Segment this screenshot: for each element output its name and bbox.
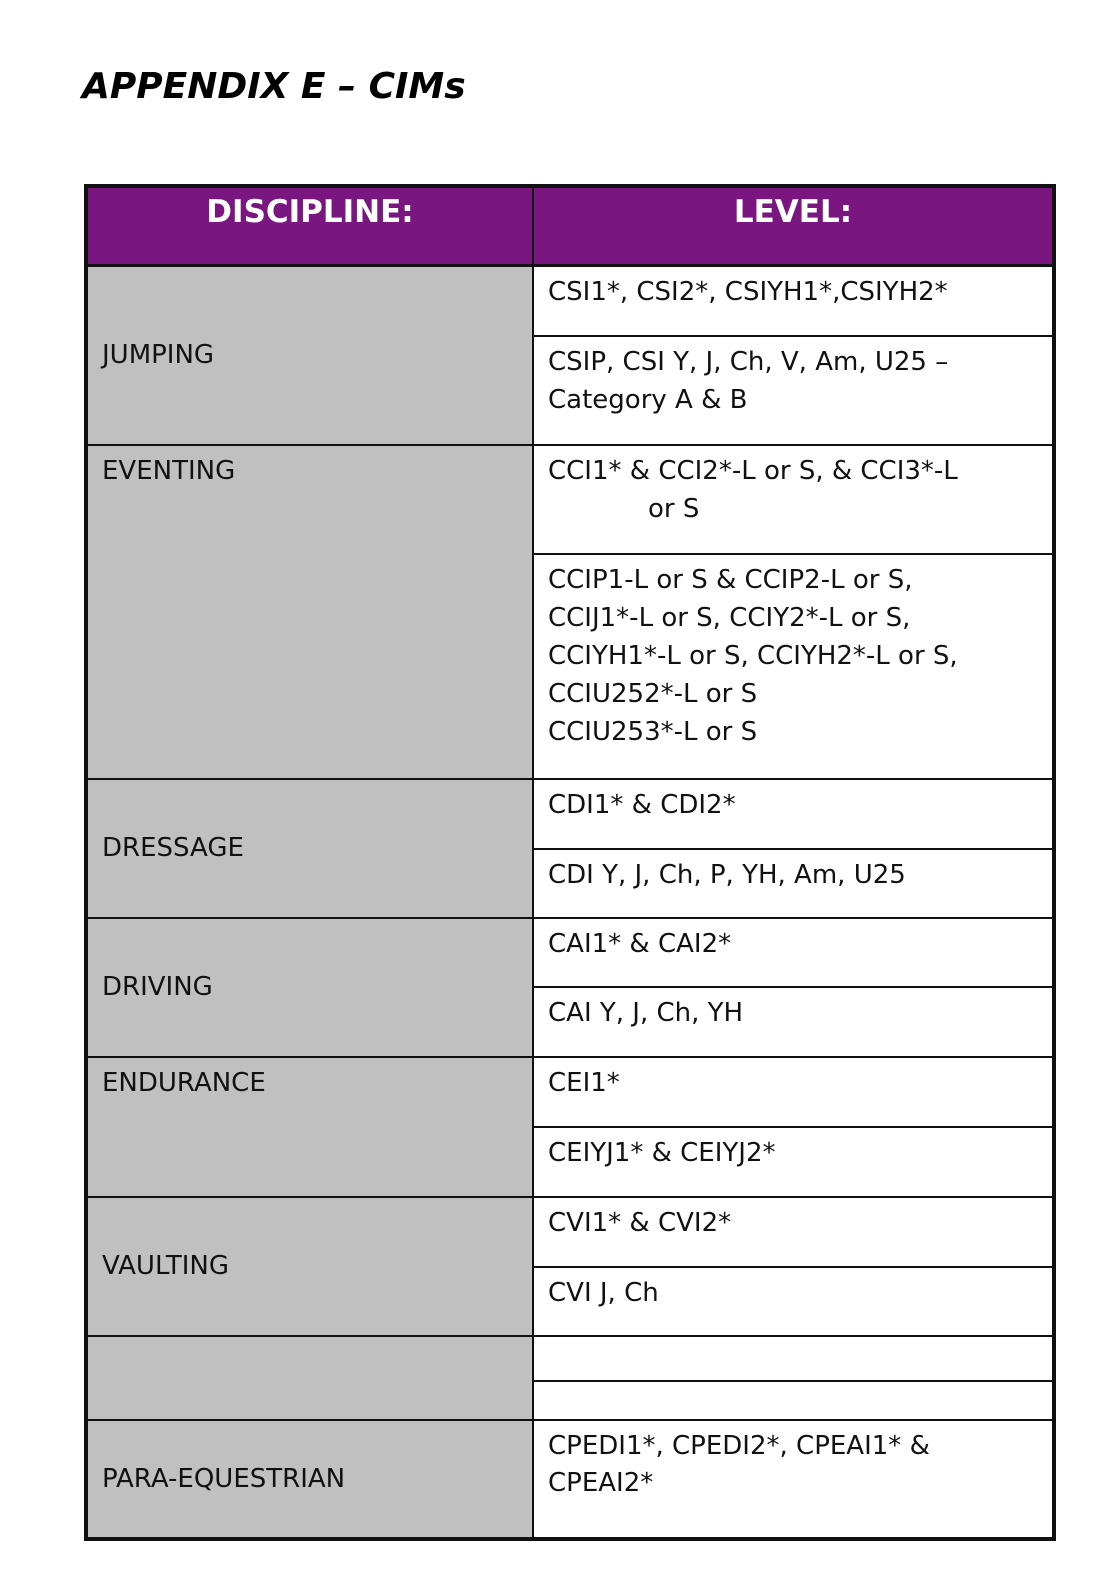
table-row xyxy=(87,1197,1053,1267)
level-column-header: LEVEL: xyxy=(533,187,1053,266)
discipline-name: PARA-EQUESTRIAN xyxy=(102,1463,346,1494)
table-row xyxy=(87,779,1053,849)
discipline-name: DRIVING xyxy=(102,972,213,1002)
level-text: CCI1* & CCI2*-L or S, & CCI3*-L xyxy=(548,455,958,486)
cim-table xyxy=(86,186,1054,1539)
level-text: CCIU253*-L or S xyxy=(548,716,758,747)
table-row xyxy=(87,1057,1053,1127)
level-cell-empty xyxy=(533,1336,1053,1381)
level-cell xyxy=(533,336,1053,445)
level-cell xyxy=(533,554,1053,779)
level-cell xyxy=(533,1057,1053,1127)
level-text: CAI1* & CAI2* xyxy=(548,928,732,959)
level-text: CCIYH1*-L or S, CCIYH2*-L or S, xyxy=(548,640,958,671)
level-cell xyxy=(533,918,1053,987)
discipline-cell-driving xyxy=(87,918,533,1057)
discipline-name: EVENTING xyxy=(102,455,236,486)
level-cell xyxy=(533,266,1053,336)
discipline-column-header: DISCIPLINE: xyxy=(87,187,533,266)
level-text: CVI1* & CVI2* xyxy=(548,1207,732,1238)
level-cell-empty xyxy=(533,1381,1053,1420)
cim-table-frame xyxy=(84,184,1056,1541)
table-row xyxy=(87,918,1053,987)
level-text: CDI1* & CDI2* xyxy=(548,789,736,820)
level-text: CVI J, Ch xyxy=(548,1277,659,1308)
discipline-name: DRESSAGE xyxy=(102,833,244,863)
level-cell xyxy=(533,445,1053,554)
level-cell xyxy=(533,849,1053,918)
level-text: CPEDI1*, CPEDI2*, CPEAI1* & xyxy=(548,1430,930,1461)
level-text: or S xyxy=(648,493,700,524)
level-cell xyxy=(533,1127,1053,1197)
discipline-cell-endurance xyxy=(87,1057,533,1197)
level-cell xyxy=(533,1267,1053,1336)
level-text: CAI Y, J, Ch, YH xyxy=(548,997,744,1028)
level-text: Category A & B xyxy=(548,384,748,415)
page-title: APPENDIX E – CIMs xyxy=(82,66,466,107)
discipline-cell-vaulting xyxy=(87,1197,533,1336)
level-cell xyxy=(533,987,1053,1057)
level-text: CCIJ1*-L or S, CCIY2*-L or S, xyxy=(548,602,911,633)
level-text: CEIYJ1* & CEIYJ2* xyxy=(548,1137,776,1168)
discipline-cell-empty xyxy=(87,1336,533,1420)
discipline-name: ENDURANCE xyxy=(102,1067,266,1098)
level-cell xyxy=(533,779,1053,849)
level-text: CPEAI2* xyxy=(548,1467,654,1498)
level-cell xyxy=(533,1197,1053,1267)
level-text: CCIP1-L or S & CCIP2-L or S, xyxy=(548,564,913,595)
level-text: CEI1* xyxy=(548,1067,620,1098)
discipline-cell-para-equestrian xyxy=(87,1420,533,1538)
table-row xyxy=(87,445,1053,554)
table-row xyxy=(87,1420,1053,1538)
level-cell xyxy=(533,1420,1053,1538)
table-row xyxy=(87,266,1053,336)
table-row xyxy=(87,1336,1053,1381)
level-text: CSIP, CSI Y, J, Ch, V, Am, U25 – xyxy=(548,346,949,377)
discipline-name: VAULTING xyxy=(102,1251,229,1281)
level-text: CCIU252*-L or S xyxy=(548,678,758,709)
level-text: CDI Y, J, Ch, P, YH, Am, U25 xyxy=(548,859,906,890)
table-header-row xyxy=(87,187,1053,266)
level-text: CSI1*, CSI2*, CSIYH1*,CSIYH2* xyxy=(548,277,948,307)
discipline-name: JUMPING xyxy=(102,340,215,371)
discipline-cell-eventing xyxy=(87,445,533,779)
discipline-cell-jumping xyxy=(87,266,533,445)
discipline-cell-dressage xyxy=(87,779,533,918)
